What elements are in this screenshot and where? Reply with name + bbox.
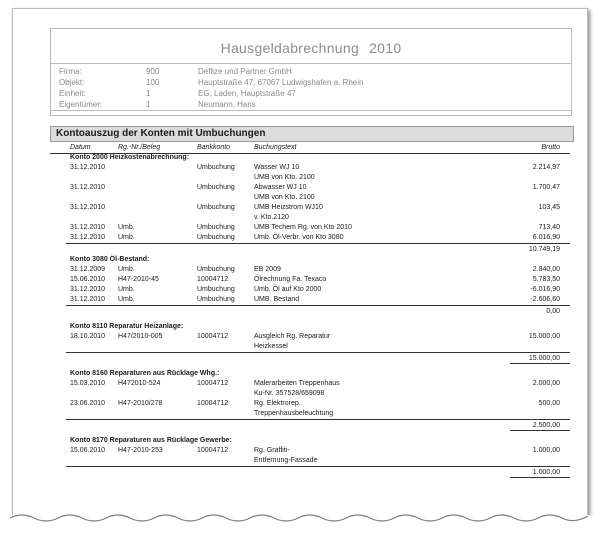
cell-brutto: 1.000,00 <box>532 447 560 454</box>
header-code: 100 <box>146 78 160 87</box>
account-total <box>50 244 570 255</box>
cell-beleg: H47-2010-253 <box>118 447 163 454</box>
table-row <box>66 456 570 467</box>
cell-brutto: 1.700,47 <box>532 184 560 191</box>
account-total-value: 10.749,19 <box>528 246 560 253</box>
account-title: Konto 8160 Reparaturen aus Rücklage Whg.: <box>70 370 220 377</box>
account-title: Konto 3080 Öl-Bestand: <box>70 256 150 263</box>
table-row <box>50 213 570 223</box>
title-year: 2010 <box>369 40 402 56</box>
account-title: Konto 8170 Reparaturen aus Rücklage Gewerbe: <box>70 437 232 444</box>
account-total-value: 2.500,00 <box>532 422 560 429</box>
col-bankkonto: Bankkonto <box>197 144 231 151</box>
cell-buchungstext: UMB Techem Rg. von Kto 2010 <box>254 224 352 231</box>
cell-buchungstext: Ausgleich Rg. Reparatur <box>254 333 331 340</box>
cell-brutto: -6.016,90 <box>530 286 560 293</box>
cell-bankkonto: Umbuchung <box>197 266 235 273</box>
cell-bankkonto: Umbuchung <box>197 204 235 211</box>
header-code: 900 <box>146 67 160 76</box>
col-datum: Datum <box>70 144 91 151</box>
cell-brutto: 2.000,00 <box>532 380 560 387</box>
table-row <box>50 389 570 399</box>
cell-datum: 31.12.2010 <box>70 184 106 191</box>
cell-bankkonto: 10004712 <box>197 276 229 283</box>
header-row-objekt <box>51 77 571 88</box>
spacer <box>50 478 570 483</box>
table-row <box>50 446 570 456</box>
header-row-einheit <box>51 88 571 99</box>
document-header <box>50 28 572 116</box>
header-value: Deflize und Partner GmbH <box>198 67 292 76</box>
account-total-value: 1.000,00 <box>532 469 560 476</box>
cell-buchungstext: Rg. Elektrorep. <box>254 400 301 407</box>
total-underline <box>510 477 570 478</box>
account-total <box>50 353 570 364</box>
cell-brutto: 2.214,97 <box>532 164 560 171</box>
header-value: Hauptstraße 47, 67067 Ludwigshafen a. Rhein <box>198 78 364 87</box>
cell-bankkonto: Umbuchung <box>197 296 235 303</box>
cell-brutto: 500,00 <box>538 400 560 407</box>
cell-buchungstext: UMB von Kto. 2100 <box>254 194 315 201</box>
total-underline <box>510 363 570 364</box>
cell-buchungstext: Umb. Öl-Verbr. von Kto 3080 <box>254 234 344 241</box>
col-brutto: Brutto <box>541 144 560 151</box>
cell-datum: 18.10.2010 <box>70 333 106 340</box>
cell-buchungstext: Rg. Graffiti- <box>254 447 290 454</box>
cell-brutto: 15.000,00 <box>528 333 560 340</box>
section-title: Kontoauszug der Konten mit Umbuchungen <box>50 126 574 142</box>
cell-brutto: 2.840,00 <box>532 266 560 273</box>
cell-beleg: H47/2010-005 <box>118 333 163 340</box>
cell-buchungstext: Ölrechnung Fa. Texaco <box>254 276 327 283</box>
cell-buchungstext: EB 2009 <box>254 266 281 273</box>
cell-buchungstext: Heizkessel <box>254 343 288 350</box>
cell-buchungstext: UMB von Kto. 2100 <box>254 174 315 181</box>
header-label: Einheit: <box>59 89 86 98</box>
account-total <box>50 467 570 478</box>
table-row <box>50 183 570 193</box>
cell-datum: 15.06.2010 <box>70 447 106 454</box>
table-row <box>50 193 570 203</box>
table-row <box>50 203 570 213</box>
header-label: Eigentümer: <box>59 100 103 109</box>
header-value: EG, Laden, Hauptstraße 47 <box>198 89 296 98</box>
table-row <box>66 295 570 306</box>
table-row <box>66 342 570 353</box>
table-row <box>66 233 570 244</box>
header-value: Neumann, Hans <box>198 100 256 109</box>
cell-datum: 31.12.2010 <box>70 296 106 303</box>
col-beleg: Rg.-Nr./Beleg <box>118 144 161 151</box>
cell-bankkonto: 10004712 <box>197 380 229 387</box>
account-title: Konto 2000 Heizkostenabrechnung: <box>70 154 190 161</box>
cell-datum: 31.12.2009 <box>70 266 106 273</box>
cell-datum: 15.06.2010 <box>70 276 106 283</box>
table-row <box>50 163 570 173</box>
account-heading <box>50 436 570 446</box>
cell-bankkonto: Umbuchung <box>197 164 235 171</box>
table-row <box>50 332 570 342</box>
cell-beleg: H47-2010-45 <box>118 276 159 283</box>
cell-brutto: 713,40 <box>538 224 560 231</box>
cell-beleg: H47-2010/278 <box>118 400 163 407</box>
cell-buchungstext: Entfernung-Fassade <box>254 457 318 464</box>
cell-buchungstext: Wasser WJ 10 <box>254 164 300 171</box>
torn-edge <box>0 498 600 538</box>
cell-bankkonto: Umbuchung <box>197 286 235 293</box>
table-row <box>50 379 570 389</box>
total-underline <box>510 430 570 431</box>
table-row <box>50 265 570 275</box>
table-row <box>50 173 570 183</box>
cell-datum: 31.12.2010 <box>70 286 106 293</box>
cell-datum: 31.12.2010 <box>70 234 106 241</box>
header-code: 1 <box>146 100 151 109</box>
header-label: Objekt: <box>59 78 85 87</box>
account-total <box>50 420 570 431</box>
header-row-eigentuemer <box>51 99 571 111</box>
cell-brutto: 5.783,50 <box>532 276 560 283</box>
cell-buchungstext: Malerarbeiten Treppenhaus <box>254 380 340 387</box>
cell-bankkonto: Umbuchung <box>197 184 235 191</box>
table-row <box>50 285 570 295</box>
account-total <box>50 306 570 317</box>
header-code: 1 <box>146 89 151 98</box>
cell-bankkonto: Umbuchung <box>197 234 235 241</box>
cell-bankkonto: Umbuchung <box>197 224 235 231</box>
cell-datum: 31.12.2010 <box>70 164 106 171</box>
cell-buchungstext: Treppenhausbeleuchtung <box>254 410 334 417</box>
cell-buchungstext: UMB Heizstrom WJ10 <box>254 204 323 211</box>
cell-bankkonto: 10004712 <box>197 447 229 454</box>
col-buchungstext: Buchungstext <box>254 144 297 151</box>
table-row <box>50 399 570 409</box>
account-heading <box>50 255 570 265</box>
cell-buchungstext: v. Kto.2120 <box>254 214 289 221</box>
account-heading <box>50 322 570 332</box>
cell-beleg: Umb. <box>118 296 135 303</box>
table-row <box>50 275 570 285</box>
cell-datum: 15.03.2010 <box>70 380 106 387</box>
cell-brutto: 6.016,90 <box>532 234 560 241</box>
cell-buchungstext: Abwasser WJ 10 <box>254 184 307 191</box>
cell-datum: 31.12.2010 <box>70 204 106 211</box>
account-total-value: 0,00 <box>546 308 560 315</box>
account-heading <box>50 153 570 163</box>
header-row-firma <box>51 66 571 77</box>
account-total-value: 15.000,00 <box>528 355 560 362</box>
cell-bankkonto: 10004712 <box>197 400 229 407</box>
cell-brutto: 103,45 <box>538 204 560 211</box>
account-title: Konto 8110 Reparatur Heizanlage: <box>70 323 184 330</box>
cell-datum: 31.12.2010 <box>70 224 106 231</box>
table-row <box>66 409 570 420</box>
cell-beleg: H472010-524 <box>118 380 161 387</box>
account-heading <box>50 369 570 379</box>
cell-brutto: -2.606,60 <box>530 296 560 303</box>
cell-buchungstext: Umb. Öl auf Kto 2000 <box>254 286 322 293</box>
header-divider <box>51 63 571 64</box>
title-text: Hausgeldabrechnung <box>220 40 360 56</box>
ledger-body <box>50 153 570 483</box>
cell-beleg: Umb. <box>118 266 135 273</box>
cell-bankkonto: 10004712 <box>197 333 229 340</box>
cell-beleg: Umb. <box>118 224 135 231</box>
cell-buchungstext: Ku-Nr. 357528/659098 <box>254 390 325 397</box>
cell-beleg: Umb. <box>118 234 135 241</box>
cell-buchungstext: UMB. Bestand <box>254 296 300 303</box>
cell-beleg: Umb. <box>118 286 135 293</box>
header-label: Firma: <box>59 67 82 76</box>
document-title <box>51 40 571 56</box>
cell-datum: 23.06.2010 <box>70 400 106 407</box>
table-row <box>50 223 570 233</box>
